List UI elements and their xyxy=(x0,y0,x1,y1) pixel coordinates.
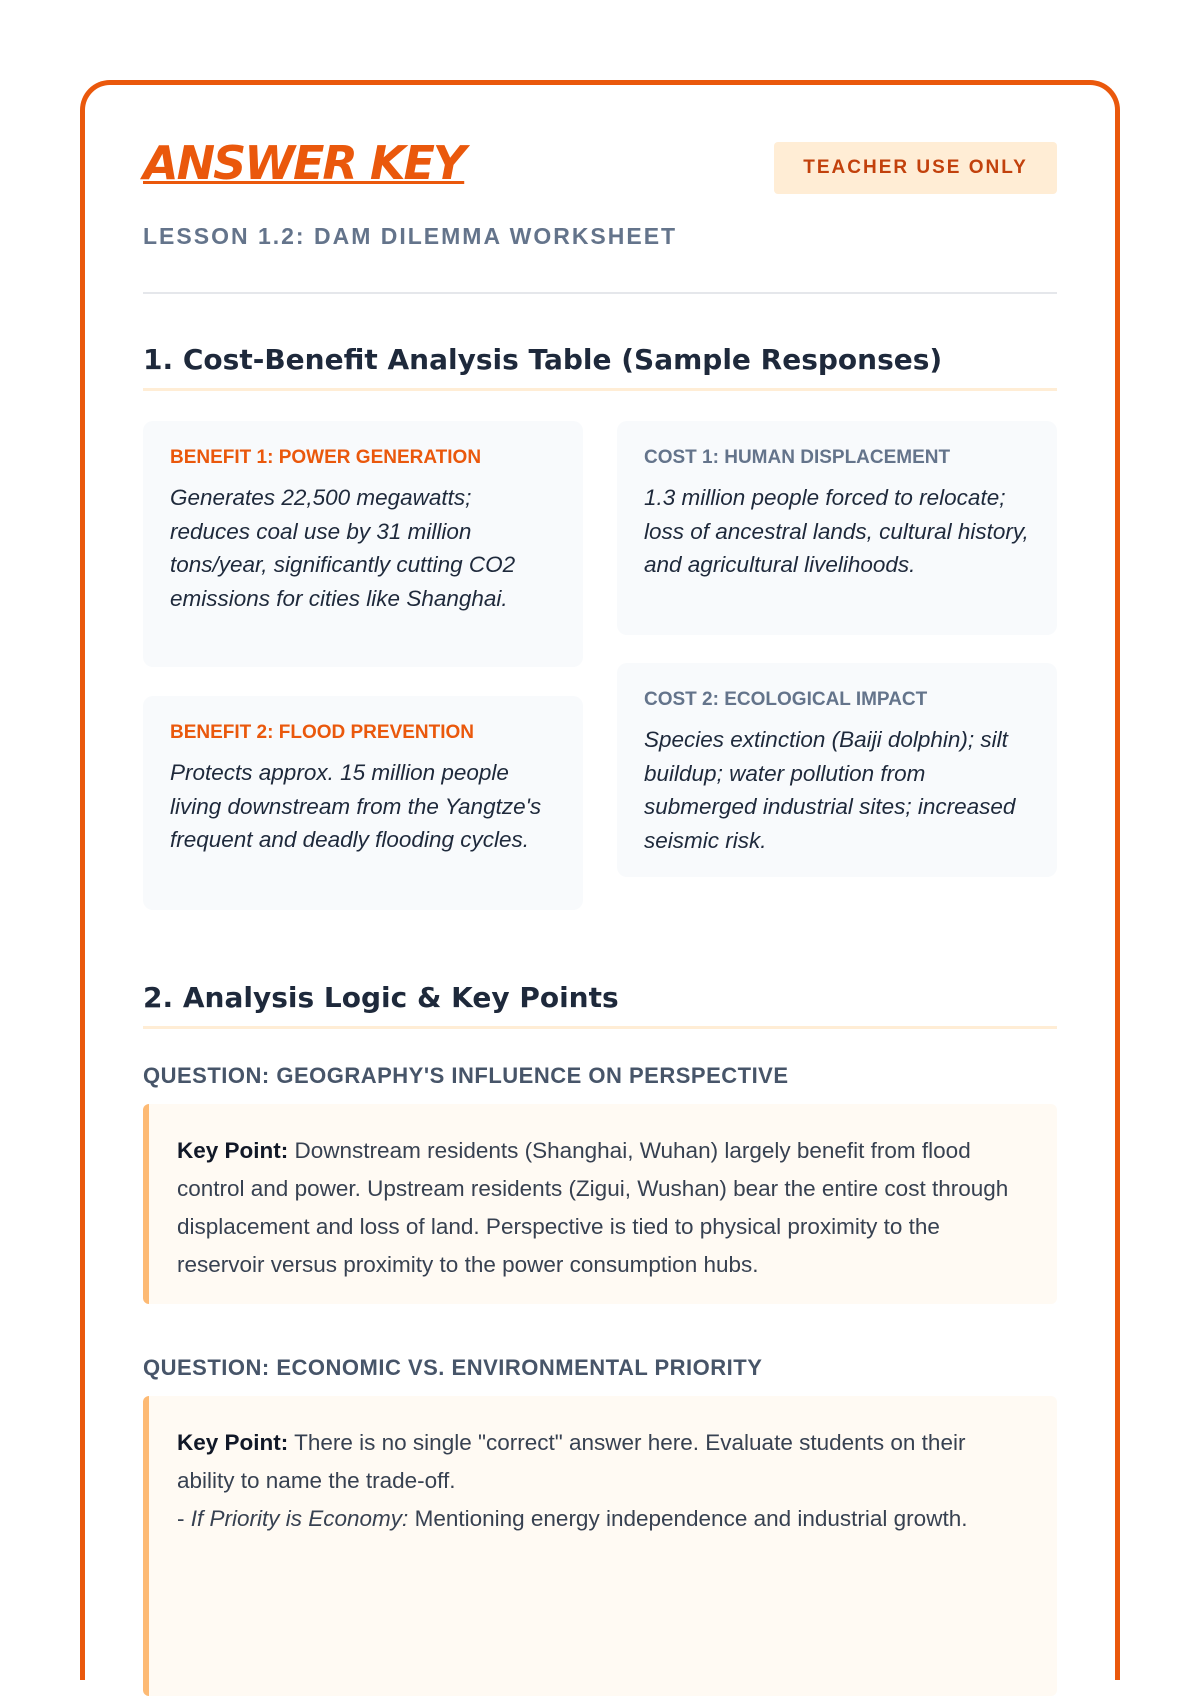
section-2-title: 2. Analysis Logic & Key Points xyxy=(143,981,1057,1029)
priority-label: If Priority is Economy: xyxy=(190,1506,409,1531)
priority-text: Mentioning energy independence and industrial growth. xyxy=(414,1506,968,1531)
answer-key-card xyxy=(80,80,1120,1680)
benefit-card xyxy=(143,696,583,910)
benefit-label: BENEFIT 1: POWER GENERATION xyxy=(170,447,482,468)
cost-label: COST 1: HUMAN DISPLACEMENT xyxy=(644,447,951,468)
benefit-text: Generates 22,500 megawatts; reduces coal use by 31 million tons/year, significantly cutting CO2 emissions for cities like Shanghai. xyxy=(170,485,516,611)
benefit-text: Protects approx. 15 million people living downstream from the Yangtze's frequent and deadly flooding cycles. xyxy=(170,760,542,852)
benefit-label: BENEFIT 2: FLOOD PREVENTION xyxy=(170,722,475,743)
key-point-text: Downstream residents (Shanghai, Wuhan) largely benefit from flood control and power. Upstream residents (Zigui, Wushan) bear the entire cost through displacement and loss of land. Perspective is tied to physical proximity to the reservoir versus proximity to the power consumption hubs. xyxy=(177,1138,1009,1277)
header xyxy=(143,85,1057,285)
cost-text: Species extinction (Baiji dolphin); silt buildup; water pollution from submerged industrial sites; increased seismic risk. xyxy=(644,727,1016,853)
lesson-subtitle: LESSON 1.2: DAM DILEMMA WORKSHEET xyxy=(143,223,678,249)
card-content xyxy=(143,85,1057,1531)
key-point-label: Key Point: xyxy=(177,1138,289,1163)
teacher-use-badge: TEACHER USE ONLY xyxy=(774,142,1057,194)
key-point-box xyxy=(143,1396,1057,1696)
key-point-text: There is no single "correct" answer here. Evaluate students on their ability to name the trade-off. xyxy=(177,1430,966,1493)
benefit-card xyxy=(143,421,583,667)
cost-card xyxy=(617,663,1057,877)
question-heading: QUESTION: GEOGRAPHY'S INFLUENCE ON PERSPECTIVE xyxy=(143,1063,789,1088)
key-point-label: Key Point: xyxy=(177,1430,289,1455)
page-title: ANSWER KEY xyxy=(143,136,465,190)
key-point-box xyxy=(143,1104,1057,1304)
question-heading: QUESTION: ECONOMIC VS. ENVIRONMENTAL PRIORITY xyxy=(143,1355,763,1380)
section-1-title: 1. Cost-Benefit Analysis Table (Sample Responses) xyxy=(143,343,1057,391)
cost-text: 1.3 million people forced to relocate; loss of ancestral lands, cultural history, and agricultural livelihoods. xyxy=(644,485,1029,577)
cost-card xyxy=(617,421,1057,635)
header-divider xyxy=(143,292,1057,294)
priority-prefix: - xyxy=(177,1506,191,1531)
cost-label: COST 2: ECOLOGICAL IMPACT xyxy=(644,689,928,710)
